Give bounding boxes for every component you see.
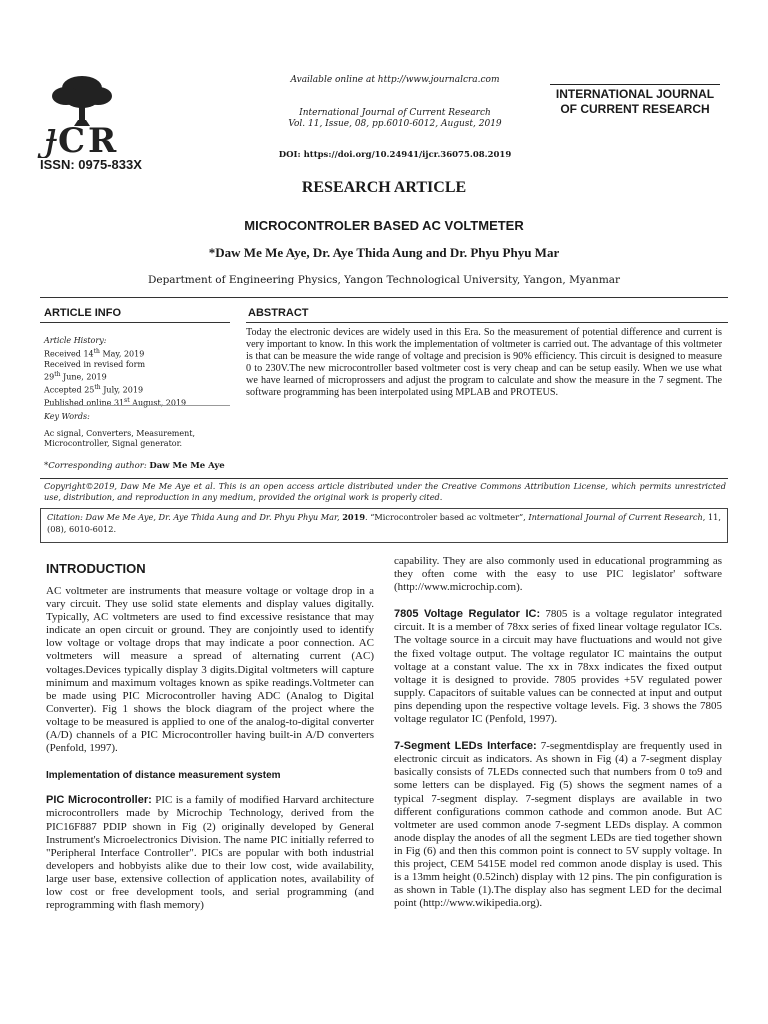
regulator-label: 7805 Voltage Regulator IC: xyxy=(394,608,541,621)
citation-prefix: Citation: Daw Me Me Aye, Dr. Aye Thida Aung and Dr. Phyu Phyu Mar, xyxy=(47,512,343,522)
continuation-paragraph: capability. They are also commonly used in educational programming as they often come with the easy to use PIC legislator' software (http://www.microchip.com). xyxy=(394,555,722,594)
revised-date: 29th June, 2019 xyxy=(44,371,107,382)
issn: ISSN: 0975-833X xyxy=(40,157,142,172)
available-online xyxy=(250,75,540,85)
svg-text:C: C xyxy=(58,121,86,158)
doi-link[interactable]: DOI: https://doi.org/10.24941/ijcr.36075.08.2019 xyxy=(278,150,512,160)
corresponding-label: *Corresponding author: xyxy=(44,461,147,471)
svg-text:ɟ: ɟ xyxy=(44,114,57,158)
implementation-heading: Implementation of distance measurement system xyxy=(46,770,281,782)
pic-label: PIC Microcontroller: xyxy=(46,794,152,807)
info-heading-rule xyxy=(40,322,230,323)
abstract-text: Today the electronic devices are widely used in this Era. So the measurement of potential difference and current is very important to know. In this work the implementation of voltmeter is carried out. The advantage of this voltmeter is that can be measure the wide range of voltage and precision is 90% efficiency. This circuit is designed to measure 0 to 230V.The new microcontroller based voltmeter cost is very cheap and can be setup easily. When we use what we have learned of microprossers and adjust the program to calculate and show the measure in the 7 segment. The software programming has been interpolated using MPLAB and PROTEUS. xyxy=(246,327,722,398)
abstract-heading: ABSTRACT xyxy=(248,307,309,319)
citation-suffix: , 11, (08), 6010-6012. xyxy=(47,512,721,534)
right-column xyxy=(394,555,722,918)
left-column xyxy=(46,585,374,920)
corresponding-name: Daw Me Me Aye xyxy=(149,461,225,471)
article-title: MICROCONTROLER BASED AC VOLTMETER xyxy=(244,218,524,233)
keywords-block xyxy=(44,412,234,450)
citation-middle: . “Microcontroler based ac voltmeter”, xyxy=(365,512,529,522)
regulator-text: 7805 is a voltage regulator integrated circuit. It is a member of 78xx series of fixed linear voltage regulator ICs. The voltage source in a circuit may have fluctuations and would not give the fixed voltage output. The voltage regulator IC maintains the output voltage at a constant value. The xx in 78xx indicates the fixed output voltage it is designed to provide. 7805 provides +5V regulated power supply. Capacitors of suitable values can be connected at input and output pins depending upon the respective voltage levels. Fig. 3 shows the 7805 voltage regulator IC (Penfold, 1997). xyxy=(394,608,722,726)
accepted-date: Accepted 25th July, 2019 xyxy=(44,384,144,395)
received-date: Received 14th May, 2019 xyxy=(44,347,145,359)
introduction-heading: INTRODUCTION xyxy=(46,561,146,576)
info-bottom-rule xyxy=(40,478,728,479)
citation-year: 2019 xyxy=(342,512,366,522)
keywords-line1: Ac signal, Converters, Measurement, xyxy=(44,428,196,438)
segment-text: 7-segmentdisplay are frequently used in electronic circuit as indicators. As shown in Fig (4) a 7-segment display basically consists of 7LEDs connected such that numbers from 0 to9 and some letters can be displayed. Fig (5) shows the segment names of a typical 7-segment display. 7-segment displays are available in two different configurations common cathode and common anode. But AC voltmeter are used common anode 7-segment LEDs display. A common anode display the anodes of all the segment LEDs are tied together shown in Fig (6) and then this common point is connect to 5V supply voltage. In this project, CEM 5415E model red common anode display is used. This is a 13mm height (0.52inch) display with 12 pins. The pin configuration is as shown in Table (1).The display also has segment LED for the decimal point (http://www.wikipedia.org). xyxy=(394,740,723,910)
keywords-line2: Microcontroller, Signal generator. xyxy=(44,439,183,448)
svg-text:R: R xyxy=(88,121,117,158)
segment-paragraph xyxy=(394,740,722,910)
journal-line2: Vol. 11, Issue, 08, pp.6010-6012, August, 2019 xyxy=(288,119,502,129)
introduction-paragraph: AC voltmeter are instruments that measure voltage or voltage drop in a vary circuit. They use solid state elements and display values digitally. Typically, AC voltmeters are used to find excessive resistance that may indicate an open circuit or ground. They are conjointly used to identify low voltage or voltage drops that may indicate a poor connection. AC voltmeters will measure a spread of alternating current (AC) voltages.Devices typically display 3 digits.Digital voltmeters will capture minimum and maximum voltages known as spike readings.Voltmeter can be made using PIC Microcontroller having ADC (Analog to Digital Converter). Fig 1 shows the block diagram of the project where the voltage to be measured is applied to one of the analog-to-digital converter (A/D) channels of a PIC Microcontroller having built-in A/D converters (Penfold, 1997). xyxy=(46,585,374,755)
regulator-paragraph xyxy=(394,608,722,726)
article-authors: *Daw Me Me Aye, Dr. Aye Thida Aung and Dr. Phyu Phyu Mar xyxy=(208,245,560,260)
journal-line1: International Journal of Current Research xyxy=(299,108,491,118)
journal-name-line2: OF CURRENT RESEARCH xyxy=(560,102,710,116)
info-divider xyxy=(44,405,230,406)
abstract-heading-rule xyxy=(246,322,728,323)
article-info-heading: ARTICLE INFO xyxy=(44,307,121,319)
journal-name-line1: INTERNATIONAL JOURNAL xyxy=(555,87,715,101)
top-rule xyxy=(40,297,728,298)
corresponding-author xyxy=(44,461,225,471)
citation-journal: International Journal of Current Research xyxy=(528,512,703,522)
copyright-notice: Copyright©2019, Daw Me Me Aye et al. This is an open access article distributed under the Creative Commons Attribution License, which permits unrestricted use, distribution, and reproduction in any medium, provided the original work is properly cited. xyxy=(44,481,726,502)
article-history xyxy=(44,336,234,410)
revised-label: Received in revised form xyxy=(44,359,146,369)
segment-label: 7-Segment LEDs Interface: xyxy=(394,740,537,753)
published-date: Published online 31st August, 2019 xyxy=(44,397,187,409)
article-type: RESEARCH ARTICLE xyxy=(301,179,467,196)
keywords-label: Key Words: xyxy=(44,412,90,421)
history-label: Article History: xyxy=(44,336,107,345)
journal-logo-icon xyxy=(36,70,128,158)
journal-name xyxy=(550,84,720,117)
available-online-link[interactable]: Available online at http://www.journalcra.com xyxy=(290,75,500,85)
citation-box xyxy=(40,508,728,543)
pic-text: PIC is a family of modified Harvard architecture microcontrollers made by Microchip Technology, derived from the PIC16F887 PDIP shown in Fig (2) originally developed by General Instrument's Microelectronics Division. The name PIC initially referred to "Peripheral Interface Controller". PICs are popular with both industrial developers and hobbyists alike due to their low cost, wide availability, large user base, extensive collection of application notes, availability of low cost or free development tools, and serial programming (and reprogramming with flash memory) xyxy=(46,794,374,912)
article-affiliation: Department of Engineering Physics, Yangon Technological University, Yangon, Myanmar xyxy=(147,274,621,286)
pic-paragraph xyxy=(46,794,374,912)
